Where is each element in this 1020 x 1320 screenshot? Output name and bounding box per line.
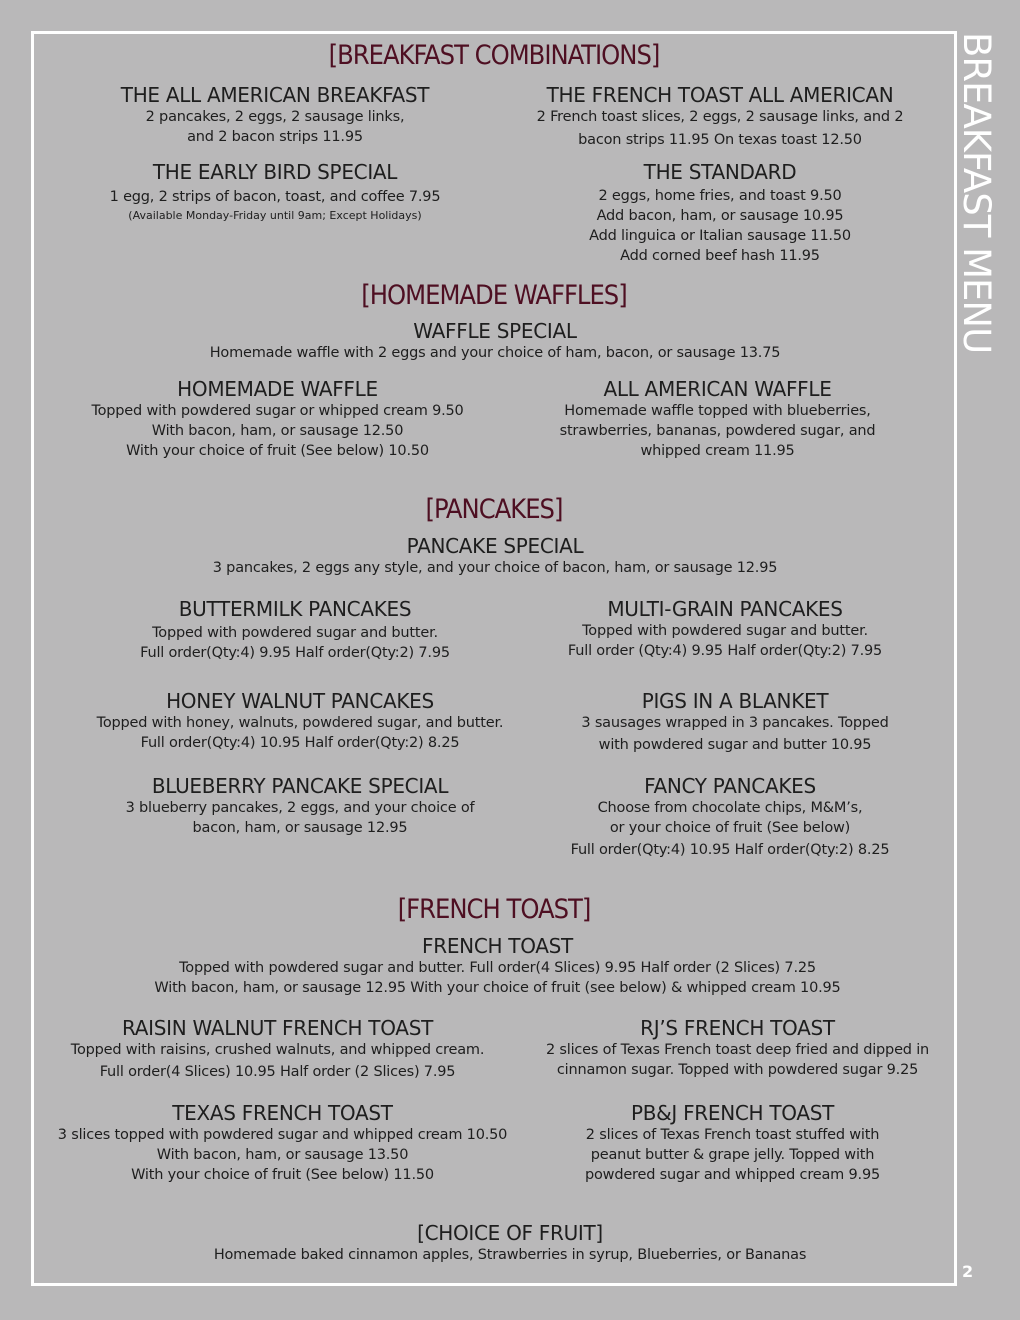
page-number: 2 — [962, 1262, 974, 1281]
item-desc: Full order(Qty:4) 10.95 Half order(Qty:2) 8.25 — [570, 842, 890, 858]
menu-item-buttermilk-pancakes — [60, 597, 530, 663]
item-name: MULTI-GRAIN PANCAKES — [607, 597, 843, 621]
item-desc: strawberries, bananas, powdered sugar, and — [559, 423, 876, 439]
item-desc: 2 French toast slices, 2 eggs, 2 sausage links, and 2 — [536, 109, 904, 125]
item-desc: Topped with powdered sugar and butter. — [152, 625, 438, 641]
item-desc: 3 sausages wrapped in 3 pancakes. Topped — [581, 715, 889, 731]
item-name: BUTTERMILK PANCAKES — [178, 597, 412, 621]
item-desc: peanut butter & grape jelly. Topped with — [590, 1147, 875, 1163]
menu-item-waffle-special — [60, 319, 930, 363]
item-desc: Topped with honey, walnuts, powdered sugar, and butter. — [96, 715, 504, 731]
item-desc: 3 blueberry pancakes, 2 eggs, and your choice of — [125, 800, 475, 816]
item-desc: 2 pancakes, 2 eggs, 2 sausage links, — [145, 109, 405, 125]
menu-item-honey-walnut-pancakes — [60, 689, 540, 753]
item-desc: whipped cream 11.95 — [640, 443, 795, 459]
menu-item-multi-grain-pancakes — [515, 597, 935, 661]
item-desc: Topped with powdered sugar and butter. — [582, 623, 868, 639]
item-name: RJ’S FRENCH TOAST — [640, 1016, 835, 1040]
item-desc: Topped with raisins, crushed walnuts, and whipped cream. — [70, 1042, 485, 1058]
item-desc: and 2 bacon strips 11.95 — [187, 129, 363, 145]
menu-item-homemade-waffle — [50, 377, 505, 461]
item-desc: 2 slices of Texas French toast deep fried and dipped in — [545, 1042, 930, 1058]
item-desc: With bacon, ham, or sausage 13.50 — [156, 1147, 409, 1163]
menu-item-blueberry-pancake-special — [60, 774, 540, 838]
item-desc: With bacon, ham, or sausage 12.50 — [151, 423, 404, 439]
item-desc: Topped with powdered sugar or whipped cream 9.50 — [91, 403, 464, 419]
item-desc: 3 pancakes, 2 eggs any style, and your choice of bacon, ham, or sausage 12.95 — [212, 560, 778, 576]
section-title-homemade-waffles: [HOMEMADE WAFFLES] — [361, 280, 627, 311]
item-desc: Homemade waffle with 2 eggs and your choice of ham, bacon, or sausage 13.75 — [209, 345, 781, 361]
menu-item-french-toast — [40, 934, 955, 998]
item-name: ALL AMERICAN WAFFLE — [603, 377, 832, 401]
menu-item-pigs-in-a-blanket — [525, 689, 945, 755]
item-desc: Add corned beef hash 11.95 — [620, 248, 820, 264]
item-desc: 2 slices of Texas French toast stuffed with — [585, 1127, 880, 1143]
item-name: TEXAS FRENCH TOAST — [172, 1101, 393, 1125]
item-desc: Topped with powdered sugar and butter. Full order(4 Slices) 9.95 Half order (2 Slices) 7.25 — [179, 960, 816, 976]
item-desc: bacon strips 11.95 On texas toast 12.50 — [578, 132, 862, 148]
item-name: THE STANDARD — [643, 160, 797, 184]
item-note: (Available Monday-Friday until 9am; Except Holidays) — [128, 209, 422, 222]
section-title-breakfast-combinations: [BREAKFAST COMBINATIONS] — [328, 40, 660, 71]
item-name: WAFFLE SPECIAL — [413, 319, 577, 343]
section-title-french-toast: [FRENCH TOAST] — [397, 894, 591, 925]
menu-item-raisin-walnut-french-toast — [40, 1016, 515, 1082]
item-desc: Full order(4 Slices) 10.95 Half order (2 Slices) 7.95 — [99, 1064, 456, 1080]
item-name: HOMEMADE WAFFLE — [177, 377, 378, 401]
menu-item-pancake-special — [60, 534, 930, 578]
menu-item-french-toast-all-american — [500, 83, 940, 150]
item-name: PANCAKE SPECIAL — [406, 534, 584, 558]
side-title: BREAKFAST MENU — [955, 32, 998, 354]
item-desc: cinnamon sugar. Topped with powdered sugar 9.25 — [556, 1062, 919, 1078]
item-desc: powdered sugar and whipped cream 9.95 — [585, 1167, 880, 1183]
item-name: BLUEBERRY PANCAKE SPECIAL — [151, 774, 449, 798]
item-name: FANCY PANCAKES — [644, 774, 816, 798]
fruit-title: [CHOICE OF FRUIT] — [417, 1221, 603, 1245]
menu-item-the-standard — [500, 160, 940, 266]
item-name: THE ALL AMERICAN BREAKFAST — [120, 83, 430, 107]
item-name: RAISIN WALNUT FRENCH TOAST — [121, 1016, 434, 1040]
section-title-pancakes: [PANCAKES] — [425, 494, 563, 525]
choice-of-fruit — [60, 1221, 960, 1265]
item-desc: With bacon, ham, or sausage 12.95 With your choice of fruit (see below) & whipped cream 10.95 — [154, 980, 841, 996]
item-desc: with powdered sugar and butter 10.95 — [598, 737, 872, 753]
item-desc: Add bacon, ham, or sausage 10.95 — [596, 208, 844, 224]
menu-item-rjs-french-toast — [515, 1016, 960, 1080]
item-desc: Full order(Qty:4) 9.95 Half order(Qty:2) 7.95 — [140, 645, 450, 661]
item-desc: 3 slices topped with powdered sugar and whipped cream 10.50 — [57, 1127, 508, 1143]
menu-item-all-american-breakfast — [60, 83, 490, 147]
item-name: HONEY WALNUT PANCAKES — [166, 689, 434, 713]
menu-item-pbj-french-toast — [525, 1101, 940, 1185]
item-desc: Full order(Qty:4) 10.95 Half order(Qty:2) 8.25 — [140, 735, 460, 751]
item-desc: Full order (Qty:4) 9.95 Half order(Qty:2) 7.95 — [567, 643, 883, 659]
item-name: PB&J FRENCH TOAST — [630, 1101, 835, 1125]
item-name: FRENCH TOAST — [422, 934, 573, 958]
menu-item-all-american-waffle — [505, 377, 930, 461]
item-name: THE EARLY BIRD SPECIAL — [152, 160, 398, 184]
menu-item-fancy-pancakes — [520, 774, 940, 860]
menu-item-texas-french-toast — [40, 1101, 525, 1185]
item-desc: Choose from chocolate chips, M&M’s, — [597, 800, 863, 816]
item-name: PIGS IN A BLANKET — [641, 689, 829, 713]
item-desc: 1 egg, 2 strips of bacon, toast, and coffee 7.95 — [109, 189, 441, 205]
item-desc: or your choice of fruit (See below) — [609, 820, 851, 836]
menu-item-early-bird-special — [60, 160, 490, 225]
item-name: THE FRENCH TOAST ALL AMERICAN — [546, 83, 894, 107]
item-desc: With your choice of fruit (See below) 10.50 — [126, 443, 429, 459]
item-desc: With your choice of fruit (See below) 11.50 — [131, 1167, 434, 1183]
item-desc: 2 eggs, home fries, and toast 9.50 — [598, 188, 842, 204]
item-desc: Homemade waffle topped with blueberries, — [564, 403, 871, 419]
fruit-options: Homemade baked cinnamon apples, Strawberries in syrup, Blueberries, or Bananas — [213, 1247, 807, 1263]
item-desc: bacon, ham, or sausage 12.95 — [192, 820, 408, 836]
item-desc: Add linguica or Italian sausage 11.50 — [589, 228, 851, 244]
